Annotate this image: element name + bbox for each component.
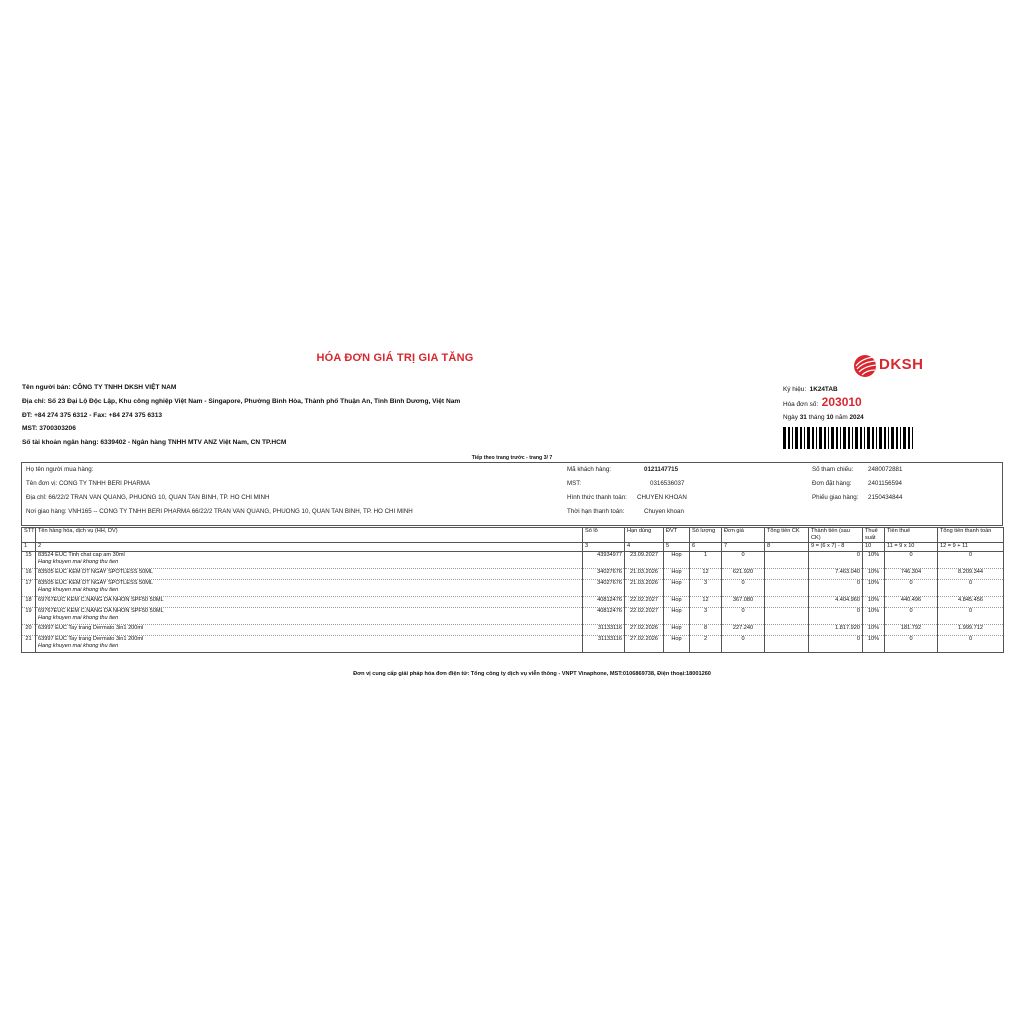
- cell-price: 0: [722, 580, 765, 597]
- cell-amount: 0: [809, 636, 863, 653]
- address-label: Địa chỉ:: [26, 494, 47, 501]
- delivery-slip-value: 2150434844: [868, 494, 903, 501]
- cell-total: 0: [938, 552, 1004, 569]
- cell-amount: 0: [809, 580, 863, 597]
- cell-exp: 27.02.2026: [625, 636, 664, 653]
- symbol-value: 1K24TAB: [809, 386, 838, 393]
- barcode-bar: [908, 427, 910, 449]
- table-header-cell: Thành tiền (sau CK): [809, 528, 863, 543]
- customer-code-label: Mã khách hàng:: [567, 466, 612, 473]
- cell-total: 1.999.712: [938, 625, 1004, 636]
- cell-stt: 17: [22, 580, 36, 597]
- unit-value: CONG TY TNHH BERI PHARMA: [58, 480, 151, 487]
- cell-lot: 34027676: [583, 580, 625, 597]
- cell-price: 367.080: [722, 597, 765, 608]
- logo-text: DKSH: [879, 356, 924, 373]
- barcode-bar: [903, 427, 906, 449]
- cell-discount: [765, 636, 809, 653]
- barcode-bar: [800, 427, 802, 449]
- table-header-cell: Thuế suất: [863, 528, 885, 543]
- barcode-bar: [824, 427, 826, 449]
- cell-rate: 10%: [863, 625, 885, 636]
- date-month: 10: [826, 414, 834, 421]
- table-row: [22, 580, 1004, 597]
- barcode-bar: [819, 427, 822, 449]
- cell-amount: 4.404.960: [809, 597, 863, 608]
- items-table: [21, 527, 1004, 653]
- item-name-cell: [36, 580, 583, 597]
- barcode-bar: [879, 427, 882, 449]
- buyer-name-label: Họ tên người mua hàng:: [26, 466, 94, 473]
- order-label: Đơn đặt hàng:: [812, 480, 852, 487]
- table-header-row: [22, 528, 1004, 543]
- table-row: [22, 608, 1004, 625]
- item-note: Hang khuyen mai khong thu tien: [38, 614, 119, 621]
- barcode-bar: [867, 427, 870, 449]
- payment-term-value: Chuyen khoan: [644, 508, 684, 515]
- seller-name: Tên người bán: CÔNG TY TNHH DKSH VIỆT NAM: [22, 384, 177, 391]
- barcode-bar: [855, 427, 858, 449]
- cell-amount: 7.463.040: [809, 569, 863, 580]
- customer-code: [644, 466, 678, 473]
- cell-tax: 0: [885, 608, 938, 625]
- cell-total: 0: [938, 580, 1004, 597]
- cell-unit: Hop: [664, 569, 690, 580]
- cell-exp: 22.02.2027: [625, 608, 664, 625]
- table-row: [22, 569, 1004, 580]
- cell-total: 0: [938, 608, 1004, 625]
- dksh-emblem-icon: [853, 351, 879, 379]
- invoice-date-line: [783, 411, 864, 424]
- item-name: 63997 EUC Tay trang Dermato 3in1 200ml: [38, 636, 144, 642]
- cell-price: 0: [722, 636, 765, 653]
- table-index-cell: 11 = 9 x 10: [885, 543, 938, 552]
- cell-lot: 43934977: [583, 552, 625, 569]
- cell-stt: 18: [22, 597, 36, 608]
- barcode-bar: [795, 427, 798, 449]
- buyer-unit-line: [26, 480, 150, 487]
- item-name: 83505 EUC KEM DT NGAY SPOTLESS 50ML: [38, 569, 154, 575]
- cell-rate: 10%: [863, 569, 885, 580]
- footer-provider: Đơn vị cung cấp giải pháp hóa đơn điện tử: Tổng công ty dịch vụ viễn thông - VNPT Vinaphone, MST:0106869738, Điện thoại:18001260: [353, 671, 711, 677]
- barcode-bar: [804, 427, 805, 449]
- cell-unit: Hop: [664, 580, 690, 597]
- barcode-bar: [828, 427, 829, 449]
- cell-tax: 0: [885, 580, 938, 597]
- seller-address: Địa chỉ: Số 23 Đại Lộ Độc Lập, Khu công nghiệp Việt Nam - Singapore, Phường Bình Hòa, Thành phố Thuận An, Tỉnh Bình Dương, Việt Nam: [22, 397, 461, 405]
- item-note: Hang khuyen mai khong thu tien: [38, 642, 119, 649]
- cell-exp: 21.03.2026: [625, 569, 664, 580]
- barcode-bar: [852, 427, 853, 449]
- cell-total: 0: [938, 636, 1004, 653]
- payment-value: CHUYEN KHOAN: [637, 494, 687, 501]
- order-value: 2401156594: [868, 480, 902, 487]
- date-prefix: Ngày: [783, 414, 798, 421]
- cell-discount: [765, 569, 809, 580]
- barcode-bar: [864, 427, 865, 449]
- invoice-number-line: [783, 396, 864, 411]
- cell-rate: 10%: [863, 608, 885, 625]
- barcode-bar: [900, 427, 901, 449]
- cell-qty: 1: [690, 552, 722, 569]
- cell-price: 227.240: [722, 625, 765, 636]
- cell-unit: Hop: [664, 636, 690, 653]
- cell-tax: 0: [885, 552, 938, 569]
- item-name-cell: [36, 597, 583, 608]
- cell-price: 0: [722, 608, 765, 625]
- cell-exp: 23.09.2027: [625, 552, 664, 569]
- barcode-bar: [876, 427, 877, 449]
- seller-phone: ĐT: +84 274 375 6312 - Fax: +84 274 375 6313: [22, 411, 163, 419]
- buyer-box: [21, 462, 1003, 526]
- barcode-bar: [884, 427, 886, 449]
- table-header-cell: Số lượng: [690, 528, 722, 543]
- table-header-cell: ĐVT: [664, 528, 690, 543]
- payment-term-label: Thời hạn thanh toán:: [567, 508, 625, 515]
- table-header-cell: STT: [22, 528, 36, 543]
- barcode-bar: [912, 427, 913, 449]
- ref-label: Số tham chiếu:: [812, 466, 854, 473]
- table-index-cell: 2: [36, 543, 583, 552]
- barcode-bar: [783, 427, 786, 449]
- cell-total: 4.845.456: [938, 597, 1004, 608]
- cell-exp: 22.02.2027: [625, 597, 664, 608]
- seller-tax-code: MST: 3700303206: [22, 425, 76, 433]
- year-label: năm: [835, 414, 848, 421]
- cell-tax: 746.304: [885, 569, 938, 580]
- table-header-cell: Tổng tiền CK: [765, 528, 809, 543]
- cell-qty: 3: [690, 580, 722, 597]
- cell-tax: 181.792: [885, 625, 938, 636]
- cell-exp: 21.03.2026: [625, 580, 664, 597]
- table-header-cell: Đơn giá: [722, 528, 765, 543]
- seller-info: [22, 381, 460, 450]
- seller-bank: Số tài khoản ngân hàng: 6339402 - Ngân hàng TNHH MTV ANZ Việt Nam, CN TP.HCM: [22, 439, 287, 447]
- cell-price: 621.920: [722, 569, 765, 580]
- cell-lot: 40812476: [583, 597, 625, 608]
- cell-stt: 21: [22, 636, 36, 653]
- date-year: 2024: [849, 414, 864, 421]
- barcode-bar: [848, 427, 850, 449]
- table-index-cell: 12 = 9 + 11: [938, 543, 1004, 552]
- date-day: 31: [799, 414, 807, 421]
- number-label: Hóa đơn số:: [783, 401, 819, 408]
- cell-qty: 3: [690, 608, 722, 625]
- table-header-cell: Tiền thuế: [885, 528, 938, 543]
- cell-rate: 10%: [863, 580, 885, 597]
- barcode-bar: [872, 427, 874, 449]
- table-index-cell: 9 = (6 x 7) - 8: [809, 543, 863, 552]
- barcode-bar: [840, 427, 841, 449]
- delivery-label: Nơi giao hàng:: [26, 508, 67, 515]
- item-name: 83524 EUC Tinh chat cap am 30ml: [38, 552, 125, 558]
- item-name-cell: [36, 569, 583, 580]
- table-header-cell: Tổng tiền thanh toán: [938, 528, 1004, 543]
- table-index-cell: 5: [664, 543, 690, 552]
- cell-stt: 16: [22, 569, 36, 580]
- table-index-cell: 4: [625, 543, 664, 552]
- cell-discount: [765, 580, 809, 597]
- buyer-delivery-line: [26, 508, 413, 515]
- cell-qty: 12: [690, 597, 722, 608]
- cell-discount: [765, 552, 809, 569]
- item-name: 69767EUC KEM C.NANG DA NHON SPF50 50ML: [38, 597, 164, 603]
- table-index-cell: 1: [22, 543, 36, 552]
- barcode-bar: [860, 427, 862, 449]
- item-name-cell: [36, 636, 583, 653]
- table-header-cell: Hạn dùng: [625, 528, 664, 543]
- barcode-bar: [831, 427, 834, 449]
- barcode-bar: [888, 427, 889, 449]
- item-name-cell: [36, 552, 583, 569]
- cell-lot: 40812476: [583, 608, 625, 625]
- cell-rate: 10%: [863, 636, 885, 653]
- table-index-cell: 8: [765, 543, 809, 552]
- buyer-address-line: [26, 494, 269, 501]
- barcode-bar: [816, 427, 817, 449]
- cell-total: 8.209.344: [938, 569, 1004, 580]
- cell-exp: 27.02.2026: [625, 625, 664, 636]
- barcode: [783, 427, 916, 449]
- cell-stt: 15: [22, 552, 36, 569]
- cell-lot: 34027676: [583, 569, 625, 580]
- payment-label: Hình thức thanh toán:: [567, 494, 627, 501]
- item-name: 69767EUC KEM C.NANG DA NHON SPF50 50ML: [38, 608, 164, 614]
- buyer-tax-value: 0316536037: [650, 480, 685, 487]
- table-row: [22, 636, 1004, 653]
- cell-amount: 1.817.920: [809, 625, 863, 636]
- cell-unit: Hop: [664, 552, 690, 569]
- barcode-bar: [843, 427, 846, 449]
- buyer-tax-label: MST:: [567, 480, 582, 487]
- item-name-cell: [36, 625, 583, 636]
- cell-price: 0: [722, 552, 765, 569]
- cell-discount: [765, 608, 809, 625]
- cell-amount: 0: [809, 608, 863, 625]
- barcode-bar: [836, 427, 838, 449]
- symbol-label: Ký hiệu:: [783, 386, 807, 393]
- cell-discount: [765, 625, 809, 636]
- delivery-value: VNH165 -- CONG TY TNHH BERI PHARMA 66/22/2 TRAN VAN QUANG, PHUONG 10, QUAN TAN BINH, TP. HO CHI MINH: [68, 508, 413, 515]
- cell-unit: Hop: [664, 608, 690, 625]
- cell-rate: 10%: [863, 597, 885, 608]
- dksh-logo: [853, 351, 933, 379]
- table-row: [22, 552, 1004, 569]
- table-row: [22, 597, 1004, 608]
- cell-stt: 19: [22, 608, 36, 625]
- barcode-bar: [788, 427, 790, 449]
- cell-stt: 20: [22, 625, 36, 636]
- cell-qty: 12: [690, 569, 722, 580]
- cell-unit: Hop: [664, 625, 690, 636]
- table-index-cell: 3: [583, 543, 625, 552]
- item-name: 63997 EUC Tay trang Dermato 3in1 200ml: [38, 625, 144, 631]
- cell-qty: 8: [690, 625, 722, 636]
- barcode-bar: [792, 427, 793, 449]
- address-value: 66/22/2 TRAN VAN QUANG, PHUONG 10, QUAN TAN BINH, TP. HO CHI MINH: [48, 494, 270, 501]
- month-label: tháng: [808, 414, 825, 421]
- barcode-bar: [896, 427, 898, 449]
- item-note: Hang khuyen mai khong thu tien: [38, 586, 119, 593]
- item-name: 83505 EUC KEM DT NGAY SPOTLESS 50ML: [38, 580, 154, 586]
- item-note: Hang khuyen mai khong thu tien: [38, 558, 119, 565]
- table-header-cell: Tên hàng hóa, dịch vụ (HH, DV): [36, 528, 583, 543]
- barcode-bar: [812, 427, 814, 449]
- invoice-title: HÓA ĐƠN GIÁ TRỊ GIA TĂNG: [316, 352, 474, 364]
- table-row: [22, 625, 1004, 636]
- cell-lot: 31133116: [583, 625, 625, 636]
- delivery-slip-label: Phiếu giao hàng:: [812, 494, 859, 501]
- barcode-bar: [807, 427, 810, 449]
- cell-tax: 440.496: [885, 597, 938, 608]
- table-index-row: [22, 543, 1004, 552]
- ref-value: 2480072881: [868, 466, 903, 473]
- cell-amount: 0: [809, 552, 863, 569]
- cell-qty: 2: [690, 636, 722, 653]
- unit-label: Tên đơn vị:: [26, 480, 58, 487]
- barcode-bar: [891, 427, 894, 449]
- cell-discount: [765, 597, 809, 608]
- item-name-cell: [36, 608, 583, 625]
- invoice-meta: [783, 383, 864, 424]
- table-index-cell: 7: [722, 543, 765, 552]
- table-header-cell: Số lô: [583, 528, 625, 543]
- cell-rate: 10%: [863, 552, 885, 569]
- continued-note: Tiếp theo trang trước - trang 3/ 7: [471, 455, 553, 461]
- cell-lot: 31133116: [583, 636, 625, 653]
- table-index-cell: 10: [863, 543, 885, 552]
- customer-code-value: 0121147715: [644, 466, 679, 473]
- cell-unit: Hop: [664, 597, 690, 608]
- cell-tax: 0: [885, 636, 938, 653]
- invoice-number: 203010: [821, 395, 862, 409]
- table-index-cell: 6: [690, 543, 722, 552]
